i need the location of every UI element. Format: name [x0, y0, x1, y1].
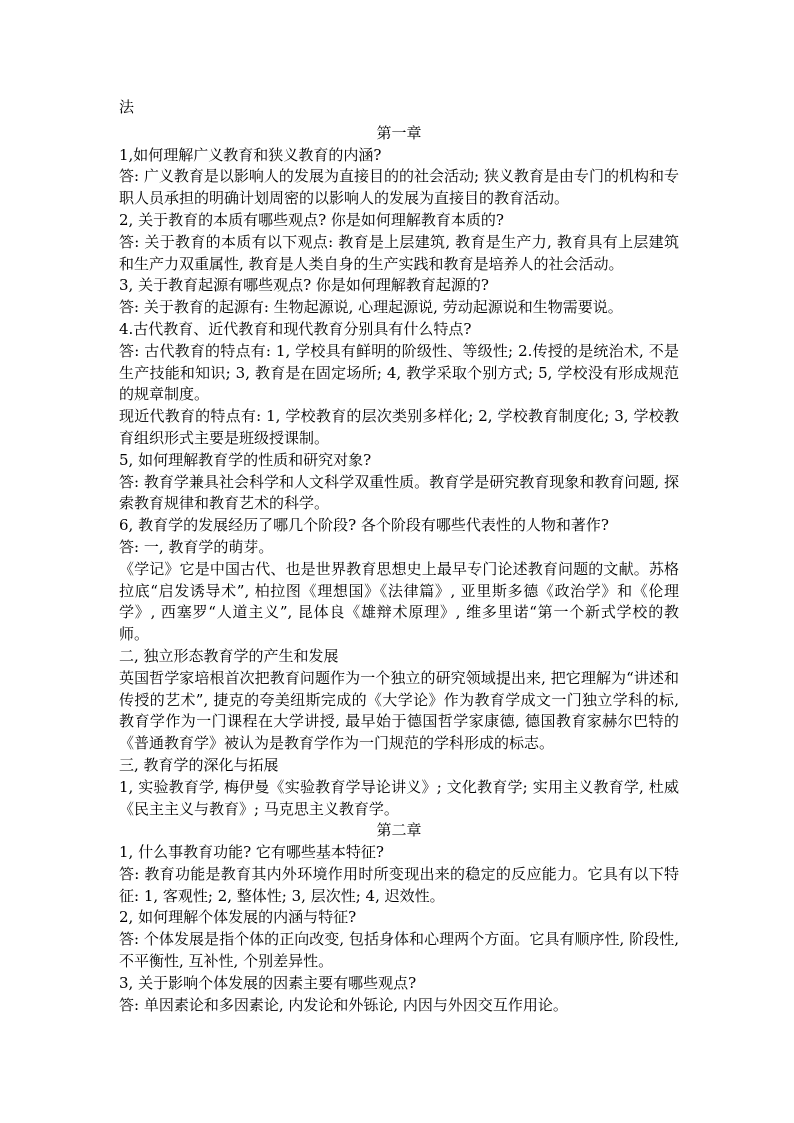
answer-2-2: 答: 个体发展是指个体的正向改变, 包括身体和心理两个方面。它具有顺序性, 阶段性, 不平衡性, 互补性, 个别差异性。 [119, 930, 679, 971]
document-body [119, 97, 679, 1016]
answer-2-1: 答: 教育功能是教育其内外环境作用时所变现出来的稳定的反应能力。它具有以下特征: 1, 客观性; 2, 整体性; 3, 层次性; 4, 迟效性。 [119, 864, 679, 905]
answer-1-5: 答: 教育学兼具社会科学和人文科学双重性质。教育学是研究教育现象和教育问题, 探索教育规律和教育艺术的科学。 [119, 472, 679, 513]
answer-1-3: 答: 关于教育的起源有: 生物起源说, 心理起源说, 劳动起源说和生物需要说。 [119, 298, 623, 317]
answer-1-1: 答: 广义教育是以影响人的发展为直接目的的社会活动; 狭义教育是由专门的机构和专职人员承担的明确计划周密的以影响人的发展为直接目的教育活动。 [119, 167, 679, 208]
answer-1-6-part2: 《学记》它是中国古代、也是世界教育思想史上最早专门论述教育问题的文献。苏格拉底“启发诱导术”, 柏拉图《理想国》《法律篇》, 亚里斯多德《政治学》和《伦理学》, 西塞罗“人道主义”, 昆体良《雄辩术原理》, 维多里诺“第一个新式学校的教师。 [119, 559, 679, 644]
answer-1-4-part1: 答: 古代教育的特点有: 1, 学校具有鲜明的阶级性、等级性; 2.传授的是统治术, 不是生产技能和知识; 3, 教育是在固定场所; 4, 教学采取个别方式; 5, 学校没有形成规范的规章制度。 [119, 341, 679, 404]
question-2-3: 3, 关于影响个体发展的因素主要有哪些观点? [119, 973, 417, 992]
question-1-2: 2, 关于教育的本质有哪些观点? 你是如何理解教育本质的? [119, 210, 504, 229]
answer-1-6-part3: 二, 独立形态教育学的产生和发展 [119, 646, 339, 665]
page-title: 法 [119, 98, 135, 116]
answer-1-6-part1: 答: 一, 教育学的萌芽。 [119, 537, 274, 556]
question-1-6: 6, 教育学的发展经历了哪几个阶段? 各个阶段有哪些代表性的人物和著作? [119, 516, 609, 535]
question-1-4: 4.古代教育、近代教育和现代教育分别具有什么特点? [119, 319, 472, 338]
chapter-heading-1: 第一章 [376, 123, 422, 142]
question-1-3: 3, 关于教育起源有哪些观点? 你是如何理解教育起源的? [119, 276, 489, 295]
answer-1-6-part4: 英国哲学家培根首次把教育问题作为一个独立的研究领域提出来, 把它理解为“讲述和传授的艺术”, 捷克的夸美纽斯完成的《大学论》作为教育学成文一门独立学科的标, 教育学作为一门课程在大学讲授, 最早始于德国哲学家康德, 德国教育家赫尔巴特的《普通教育学》被认为是教育学作为一门规范的学科形成的标志。 [119, 668, 679, 753]
answer-1-2: 答: 关于教育的本质有以下观点: 教育是上层建筑, 教育是生产力, 教育具有上层建筑和生产力双重属性, 教育是人类自身的生产实践和教育是培养人的社会活动。 [119, 232, 679, 273]
question-2-2: 2, 如何理解个体发展的内涵与特征? [119, 908, 357, 927]
answer-1-6-part5: 三, 教育学的深化与拓展 [119, 755, 279, 774]
question-1-5: 5, 如何理解教育学的性质和研究对象? [119, 450, 372, 469]
answer-1-4-part2: 现近代教育的特点有: 1, 学校教育的层次类别多样化; 2, 学校教育制度化; 3, 学校教育组织形式主要是班级授课制。 [119, 407, 679, 447]
question-1-1: 1,如何理解广义教育和狭义教育的内涵? [119, 145, 382, 164]
answer-1-6-part6: 1, 实验教育学, 梅伊曼《实验教育学导论讲义》; 文化教育学; 实用主义教育学, 杜威《民主主义与教育》; 马克思主义教育学。 [119, 777, 679, 818]
chapter-heading-2: 第二章 [376, 821, 422, 840]
answer-2-3: 答: 单因素论和多因素论, 内发论和外铄论, 内因与外因交互作用论。 [119, 995, 568, 1014]
question-2-1: 1, 什么事教育功能? 它有哪些基本特征? [119, 843, 384, 862]
